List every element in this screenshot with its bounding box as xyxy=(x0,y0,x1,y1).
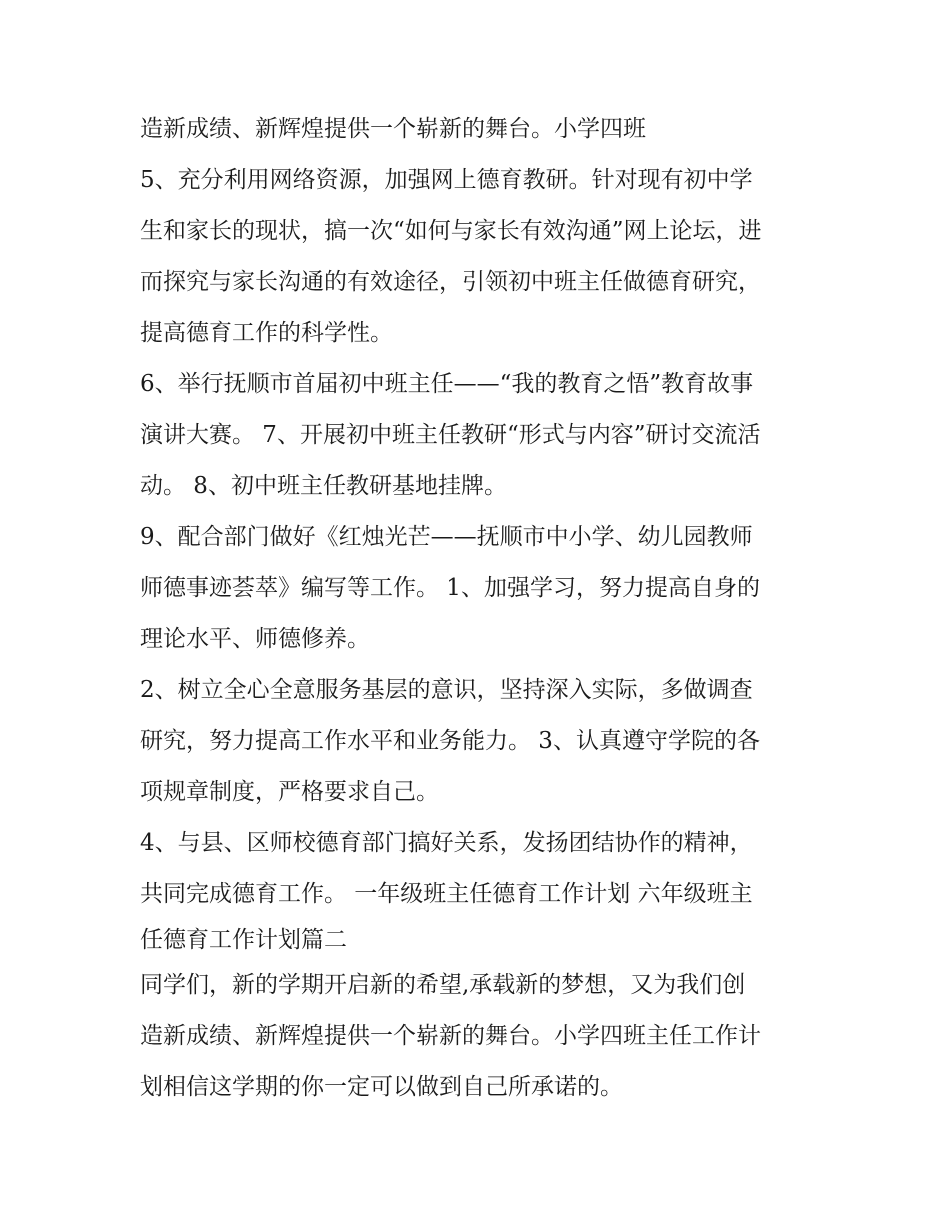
text-line: 师德事迹荟萃》编写等工作。 1、加强学习，努力提高自身的 xyxy=(140,575,760,601)
document-body xyxy=(140,104,815,1113)
text-line: 演讲大赛。 7、开展初中班主任教研“形式与内容”研讨交流活 xyxy=(140,422,761,448)
text-line: 共同完成德育工作。 一年级班主任德育工作计划 六年级班主 xyxy=(140,881,753,907)
text-line: 6、举行抚顺市首届初中班主任——“我的教育之悟”教育故事 xyxy=(140,371,754,397)
text-line: 任德育工作计划篇二 xyxy=(140,927,347,953)
text-line: 造新成绩、新辉煌提供一个崭新的舞台。小学四班 xyxy=(140,116,646,142)
text-line: 研究，努力提高工作水平和业务能力。 3、认真遵守学院的各 xyxy=(140,728,760,754)
text-line: 划相信这学期的你一定可以做到自己所承诺的。 xyxy=(140,1074,623,1100)
text-line: 5、充分利用网络资源，加强网上德育教研。针对现有初中学 xyxy=(140,167,753,193)
text-line: 9、配合部门做好《红烛光芒——抚顺市中小学、幼儿园教师 xyxy=(140,524,753,550)
text-line: 2、树立全心全意服务基层的意识，坚持深入实际，多做调查 xyxy=(140,677,753,703)
text-line: 生和家长的现状，搞一次“如何与家长有效沟通”网上论坛，进 xyxy=(140,218,762,244)
text-line: 同学们，新的学期开启新的希望,承载新的梦想，又为我们创 xyxy=(140,972,746,998)
text-line: 动。 8、初中班主任教研基地挂牌。 xyxy=(140,473,507,499)
text-line: 造新成绩、新辉煌提供一个崭新的舞台。小学四班主任工作计 xyxy=(140,1023,761,1049)
text-line: 项规章制度，严格要求自己。 xyxy=(140,779,439,805)
text-line: 而探究与家长沟通的有效途径，引领初中班主任做德育研究， xyxy=(140,269,761,295)
text-line: 4、与县、区师校德育部门搞好关系，发扬团结协作的精神， xyxy=(140,830,753,856)
text-line: 理论水平、师德修养。 xyxy=(140,626,370,652)
text-line: 提高德育工作的科学性。 xyxy=(140,320,393,346)
